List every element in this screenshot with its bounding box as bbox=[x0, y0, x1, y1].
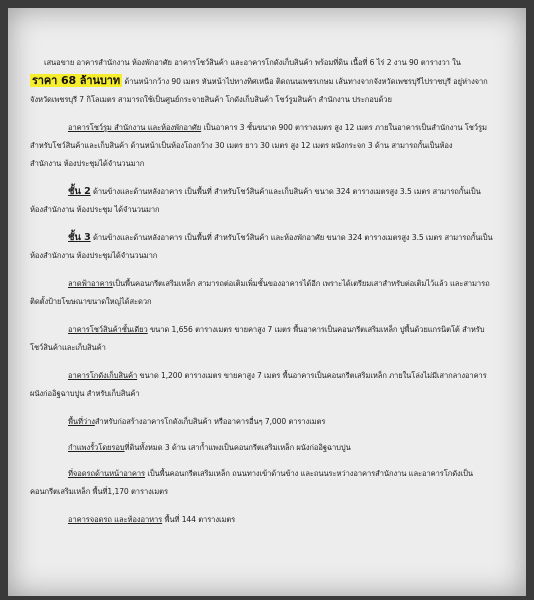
warehouse-line-2: ผนังก่ออิฐฉาบปูน สำหรับเก็บสินค้า bbox=[30, 389, 140, 398]
paragraph-rooftop bbox=[30, 275, 510, 311]
open-space-heading: พื้นที่ว่าง bbox=[68, 417, 95, 426]
open-space-line-1: สำหรับก่อสร้างอาคารโกดังเก็บสินค้า หรืออาคารอื่นๆ 7,000 ตารางเมตร bbox=[94, 417, 326, 426]
paragraph-floor-3 bbox=[30, 229, 510, 265]
intro-line-2: ด้านหน้ากว้าง 90 เมตร หันหน้าไปทางทิศเหนือ ติดถนนเพชรเกษม เส้นทางจากจังหวัดเพชรบุรีไปราชบุรี อยู่ห่างจาก bbox=[124, 77, 488, 86]
single-storey-heading: อาคารโชว์สินค้าชั้นเดียว bbox=[68, 325, 148, 334]
floor-2-line-1: ด้านข้างและด้านหลังอาคาร เป็นพื้นที่ สำหรับโชว์สินค้าและเก็บสินค้า ขนาด 324 ตารางเมตรสูง 3.5 เมตร สามารถกั้นเป็น bbox=[93, 187, 481, 196]
paragraph-fence bbox=[30, 439, 510, 457]
parking-building-heading: อาคารจอดรถ และห้องอาหาร bbox=[68, 515, 163, 524]
document-page bbox=[8, 8, 526, 596]
paragraph-parking-building bbox=[30, 511, 510, 529]
intro-line-1: เสนอขาย อาคารสำนักงาน ห้องพักอาศัย อาคารโชว์สินค้า และอาคารโกดังเก็บสินค้า พร้อมที่ดิน เนื้อที่ 6 ไร่ 2 งาน 90 ตารางวา ใน bbox=[44, 58, 461, 67]
fence-line-1: ที่ดินทั้งหมด 3 ด้าน เสาก้ำแพงเป็นคอนกรีตเสริมเหล็ก ผนังก่ออิฐฉาบปูน bbox=[124, 443, 351, 452]
rooftop-heading: ลาดฟ้าอาคาร bbox=[68, 279, 113, 288]
parking-front-heading: ที่จอดรถด้านหน้าอาคาร bbox=[68, 469, 146, 478]
showroom-heading: อาคารโชว์รูม สำนักงาน และห้องพักอาศัย bbox=[68, 123, 202, 132]
floor-2-heading: ชั้น 2 bbox=[68, 186, 91, 197]
showroom-line-1: เป็นอาคาร 3 ชั้นขนาด 900 ตารางเมตร สูง 12 เมตร ภายในอาคารเป็นสำนักงาน โชว์รูม bbox=[203, 123, 487, 132]
warehouse-heading: อาคารโกดังเก็บสินค้า bbox=[68, 371, 138, 380]
paragraph-warehouse bbox=[30, 367, 510, 403]
parking-front-line-1: เป็นพื้นคอนกรีตเสริมเหล็ก ถนนทางเข้าด้านข้าง และถนนระหว่างอาคารสำนักงาน และอาคารโกดังเป็น bbox=[147, 469, 473, 478]
single-storey-line-2: โชว์สินค้าและเก็บสินค้า bbox=[30, 343, 106, 352]
floor-3-heading: ชั้น 3 bbox=[68, 232, 91, 243]
paragraph-intro bbox=[30, 54, 510, 109]
floor-3-line-1: ด้านข้างและด้านหลังอาคาร เป็นพื้นที่ สำหรับโชว์สินค้า และห้องพักอาศัย ขนาด 324 ตารางเมตรสูง 3.5 เมตร สามารถกั้นเป็น bbox=[93, 233, 493, 242]
showroom-line-2: สำหรับโชว์สินค้าและเก็บสินค้า ด้านหน้าเป็นห้องโถงกว้าง 30 เมตร ยาว 30 เมตร สูง 12 เมตร ผนังกระจก 3 ด้าน สามารถกั้นเป็นห้อง bbox=[30, 141, 453, 150]
rooftop-line-2: ติดตั้งป้ายโฆษณาขนาดใหญ่ได้สะดวก bbox=[30, 297, 152, 306]
paragraph-single-storey-showroom bbox=[30, 321, 510, 357]
warehouse-line-1: ขนาด 1,200 ตารางเมตร ขายคาสูง 7 เมตร พื้นอาคารเป็นคอนกรีตเสริมเหล็ก ภายในโล่งไม่มีเสากลางอาคาร bbox=[139, 371, 487, 380]
paragraph-floor-2 bbox=[30, 183, 510, 219]
paragraph-parking-front bbox=[30, 465, 510, 501]
parking-building-line-1: พื้นที่ 144 ตารางเมตร bbox=[164, 515, 236, 524]
parking-front-line-2: คอนกรีตเสริมเหล็ก พื้นที่1,170 ตารางเมตร bbox=[30, 487, 168, 496]
floor-3-line-2: ห้องสำนักงาน ห้องประชุมได้จำนวนมาก bbox=[30, 251, 158, 260]
paragraph-open-space bbox=[30, 413, 510, 431]
fence-heading: กำแพงรั้วโดยรอบ bbox=[68, 443, 125, 452]
document-body bbox=[30, 54, 510, 529]
intro-line-3: จังหวัดเพชรบุรี 7 กิโลเมตร สามารถใช้เป็นศูนย์กระจายสินค้า โกดังเก็บสินค้า โชว์รูมสินค้า สำนักงาน ประกอบด้วย bbox=[30, 95, 392, 104]
paragraph-showroom-building bbox=[30, 119, 510, 173]
floor-2-line-2: ห้องสำนักงาน ห้องประชุม ได้จำนวนมาก bbox=[30, 205, 160, 214]
single-storey-line-1: ขนาด 1,656 ตารางเมตร ขายคาสูง 7 เมตร พื้นอาคารเป็นคอนกรีตเสริมเหล็ก ปูพื้นด้วยแกรนิตโต้ สำหรับ bbox=[150, 325, 485, 334]
price-highlight: ราคา 68 ล้านบาท bbox=[32, 74, 121, 87]
rooftop-line-1: เป็นพื้นคอนกรีตเสริมเหล็ก สามารถต่อเติมเพิ่มชั้นของอาคารได้อีก เพราะได้เตรียมเสาสำหรับต่อเติมไว้แล้ว และสามารถ bbox=[112, 279, 490, 288]
showroom-line-3: สำนักงาน ห้องประชุมได้จำนวนมาก bbox=[30, 159, 145, 168]
